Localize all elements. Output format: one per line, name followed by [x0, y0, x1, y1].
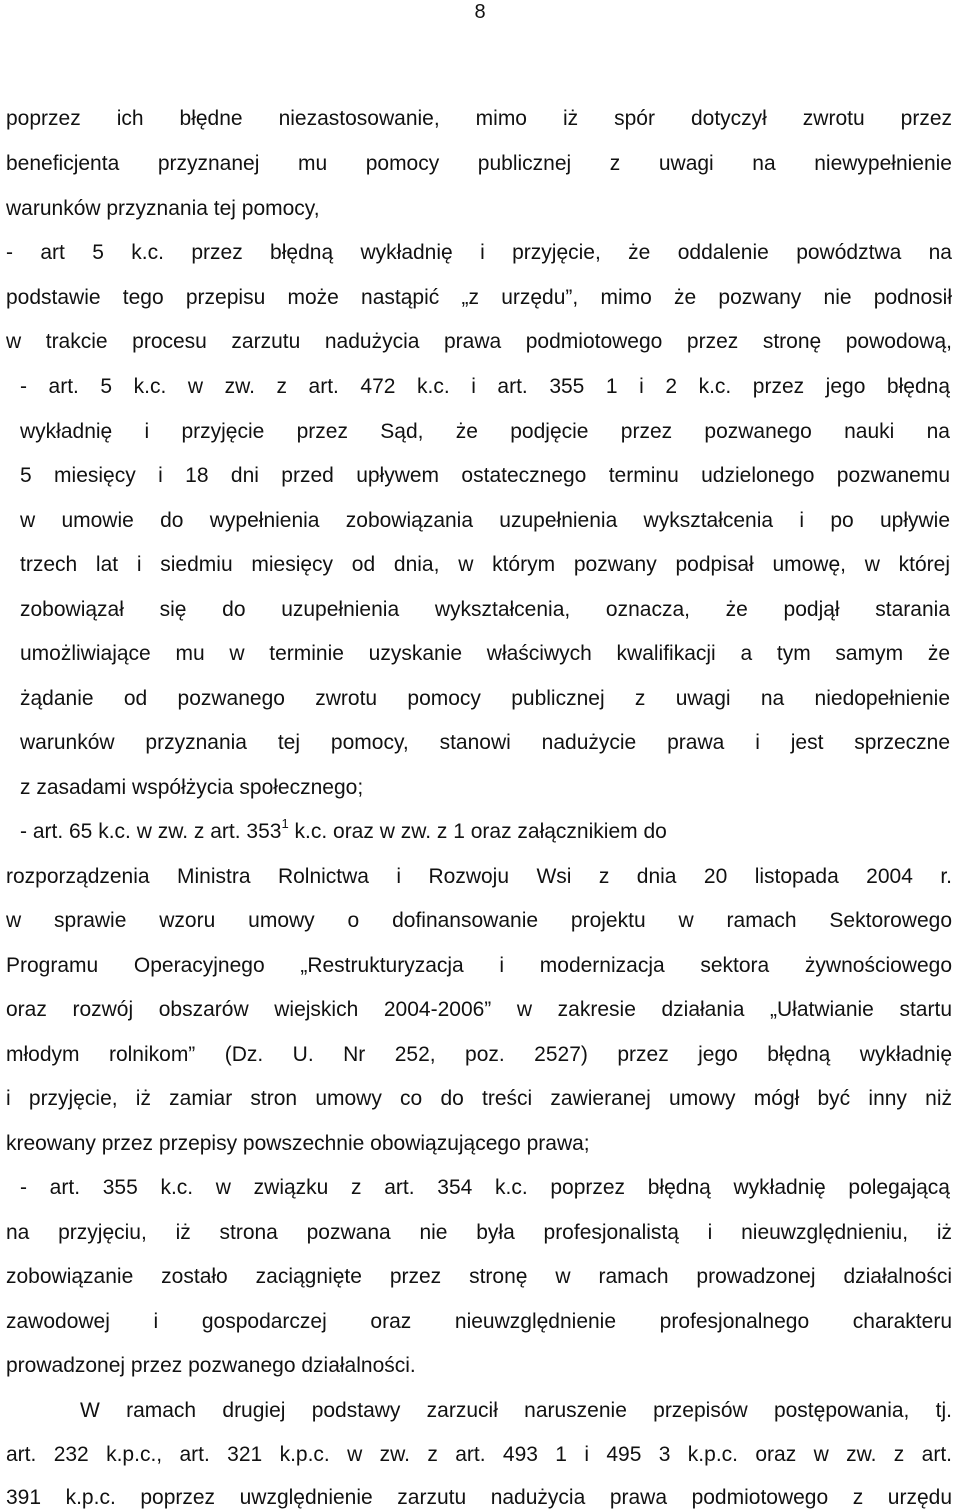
text-line: art. 232 k.p.c., art. 321 k.p.c. w zw. z art. 493 1 i 495 3 k.p.c. oraz w zw. z art. — [6, 1443, 952, 1466]
text-line: - art. 5 k.c. w zw. z art. 472 k.c. i art. 355 1 i 2 k.c. przez jego błędną — [20, 375, 950, 398]
text-line: oraz rozwój obszarów wiejskich 2004-2006” w zakresie działania „Ułatwianie startu — [6, 998, 952, 1021]
line-part: k.c. oraz w zw. z 1 oraz załącznikiem do — [288, 820, 667, 843]
text-line: 391 k.p.c. poprzez uwzględnienie zarzutu nadużycia prawa podmiotowego z urzędu — [6, 1486, 952, 1509]
text-line: podstawie tego przepisu może nastąpić „z urzędu”, mimo że pozwany nie podnosił — [6, 286, 952, 309]
text-line: zawodowej i gospodarczej oraz nieuwzględnienie profesjonalnego charakteru — [6, 1310, 952, 1333]
text-line: warunków przyznania tej pomocy, — [6, 197, 320, 220]
text-line: kreowany przez przepisy powszechnie obowiązującego prawa; — [6, 1132, 590, 1155]
text-line: i przyjęcie, iż zamiar stron umowy co do treści zawieranej umowy mógł być inny niż — [6, 1087, 952, 1110]
line-part: - art. 65 k.c. w zw. z art. 353 — [20, 820, 282, 843]
text-line: na przyjęciu, iż strona pozwana nie była profesjonalistą i nieuwzględnieniu, iż — [6, 1221, 952, 1244]
text-line: w trakcie procesu zarzutu nadużycia prawa podmiotowego przez stronę powodową, — [6, 330, 952, 353]
text-line: warunków przyznania tej pomocy, stanowi nadużycie prawa i jest sprzeczne — [20, 731, 950, 754]
text-line: zobowiązał się do uzupełnienia wykształcenia, oznacza, że podjął starania — [20, 598, 950, 621]
text-line: 5 miesięcy i 18 dni przed upływem ostatecznego terminu udzielonego pozwanemu — [20, 464, 950, 487]
text-line: poprzez ich błędne niezastosowanie, mimo iż spór dotyczył zwrotu przez — [6, 107, 952, 130]
text-line: trzech lat i siedmiu miesięcy od dnia, w którym pozwany podpisał umowę, w której — [20, 553, 950, 576]
text-line: żądanie od pozwanego zwrotu pomocy publicznej z uwagi na niedopełnienie — [20, 687, 950, 710]
text-line: - art 5 k.c. przez błędną wykładnię i przyjęcie, że oddalenie powództwa na — [6, 241, 952, 264]
text-line: Programu Operacyjnego „Restrukturyzacja i modernizacja sektora żywnościowego — [6, 954, 952, 977]
text-line: z zasadami współżycia społecznego; — [20, 776, 364, 799]
text-line — [20, 818, 950, 846]
text-line: umożliwiające mu w terminie uzyskanie właściwych kwalifikacji a tym samym że — [20, 642, 950, 665]
text-line: - art. 355 k.c. w związku z art. 354 k.c. poprzez błędną wykładnię polegającą — [20, 1176, 950, 1199]
text-line: w umowie do wypełnienia zobowiązania uzupełnienia wykształcenia i po upływie — [20, 509, 950, 532]
text-line: zobowiązanie zostało zaciągnięte przez stronę w ramach prowadzonej działalności — [6, 1265, 952, 1288]
text-line: W ramach drugiej podstawy zarzucił naruszenie przepisów postępowania, tj. — [80, 1399, 952, 1422]
text-line: w sprawie wzoru umowy o dofinansowanie projektu w ramach Sektorowego — [6, 909, 952, 932]
superscript: 1 — [281, 818, 289, 831]
text-line: beneficjenta przyznanej mu pomocy publicznej z uwagi na niewypełnienie — [6, 152, 952, 175]
text-line: rozporządzenia Ministra Rolnictwa i Rozwoju Wsi z dnia 20 listopada 2004 r. — [6, 865, 952, 888]
text-line: młodym rolnikom” (Dz. U. Nr 252, poz. 2527) przez jego błędną wykładnię — [6, 1043, 952, 1066]
page-number: 8 — [474, 1, 486, 23]
text-line: wykładnię i przyjęcie przez Sąd, że podjęcie przez pozwanego nauki na — [20, 420, 950, 443]
text-line: prowadzonej przez pozwanego działalności. — [6, 1354, 416, 1377]
